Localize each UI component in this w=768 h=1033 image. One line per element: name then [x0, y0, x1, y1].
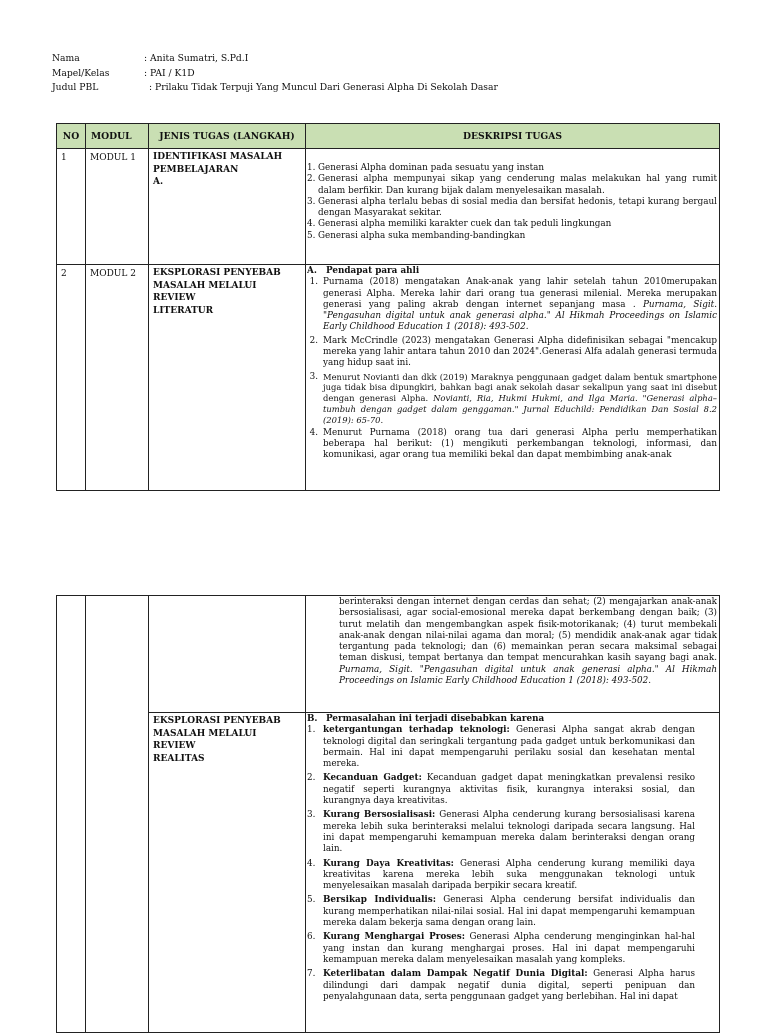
cont-no [57, 596, 86, 1033]
nama-value: : Anita Sumatri, S.Pd.I [144, 53, 249, 64]
row1-deskripsi [306, 149, 720, 265]
document-header [52, 52, 498, 96]
table-row [57, 149, 720, 265]
task-table [56, 123, 720, 491]
row2-modul: MODUL 2 [86, 265, 149, 491]
list-item: 3. Menurut Novianti dan dkk (2019) Maraknya penggunaan gadget dalam bentuk smartphone juga tidak bisa dipungkiri, bahkan bagi anak sekolah dasar sekalipun yang saat ini disebut dengan generasi Alpha. Novianti, Ria, Hukmi Hukmi, and Ilga Maria. "Generasi alpha–tumbuh dengan gadget dalam genggaman." Jurnal Educhild: Pendidikan Dan Sosial 8.2 (2019): 65-70. [309, 371, 717, 425]
row3-jenis-line1: EKSPLORASI PENYEBAB [153, 716, 281, 726]
list-item: 4. Generasi alpha memiliki karakter cuek dan tak peduli lingkungan [307, 219, 612, 230]
col-header-jenis: JENIS TUGAS (LANGKAH) [149, 124, 306, 149]
row3-jenis [149, 713, 306, 1033]
judul-value: : Prilaku Tidak Terpuji Yang Muncul Dari Generasi Alpha Di Sekolah Dasar [149, 82, 498, 93]
table-row [57, 713, 720, 1033]
nama-label: Nama [52, 53, 80, 64]
literature-review [307, 266, 717, 486]
row3-jenis-line2: MASALAH MELALUI REVIEW [153, 728, 257, 751]
col-header-modul: MODUL [86, 124, 149, 149]
row3-deskripsi [306, 713, 720, 1033]
row2-jenis-line2: MASALAH MELALUI REVIEW [153, 280, 257, 303]
mapel-row [52, 67, 498, 82]
list-item: 4. Kurang Daya Kreativitas: Generasi Alpha cenderung kurang memiliki daya kreativitas karena mereka lebih suka menggunakan teknologi untuk menyelesaikan masalah daripada berpikir secara kreatif. [307, 858, 695, 892]
literature-continuation [307, 597, 717, 712]
list-item: 3. Generasi alpha terlalu bebas di sosial media dan bersifat hedonis, tetapi kurang bergaul dengan Masyarakat sekitar. [307, 196, 717, 219]
col-header-deskripsi: DESKRIPSI TUGAS [306, 124, 720, 149]
col-header-no: NO [57, 124, 86, 149]
problem-list [307, 163, 717, 242]
list-item: 6. Kurang Menghargai Proses: Generasi Alpha cenderung menginginkan hal-hal yang instan dan kurang menghargai proses. Hal ini dapat mempengaruhi kemampuan mereka dalam menyelesaikan masalah yang kompleks. [307, 932, 695, 965]
reality-review [307, 714, 717, 1026]
continuation-text: berinteraksi dengan internet dengan cerdas dan sehat; (2) mengajarkan anak-anak bersosialisasi, agar social-emosional mereka dapat berkembang dengan baik; (3) turut melatih dan mengembangkan aspek fisik-motorikanak; (4) turut membekali anak-anak dengan nilai-nilai agama dan moral; (5) mendidik anak-anak agar tidak tergantung pada teknologi; dan (6) memainkan peran secara maksimal sebagai teman diskusi, tempat bertanya dan tempat mencurahkan kasih sayang bagi anak. [339, 597, 717, 664]
table-header-row [57, 124, 720, 149]
list-item: 1. Purnama (2018) mengatakan Anak-anak yang lahir setelah tahun 2010merupakan generasi Alpha. Mereka lahir dari orang tua generasi milenial. Mereka merupakan generasi yang paling akrab dengan internet sepanjang masa . Purnama, Sigit. "Pengasuhan digital untuk anak generasi alpha." Al Hikmah Proceedings on Islamic Early Childhood Education 1 (2018): 493-502. [309, 277, 717, 333]
table-row [57, 596, 720, 713]
mapel-label: Mapel/Kelas [52, 67, 110, 79]
row2-jenis-line3: LITERATUR [153, 305, 214, 316]
list-item: 5. Generasi alpha suka membanding-bandingkan [307, 230, 526, 241]
list-item: 1. ketergantungan terhadap teknologi: Generasi Alpha sangat akrab dengan teknologi digital dan seringkali tergantung pada gadget untuk berkomunikasi dan bermain. Hal ini dapat mempengaruhi perilaku sosial dan kesehatan mental mereka. [307, 725, 695, 770]
list-item: 2. Generasi alpha mempunyai sikap yang cenderung malas melakukan hal yang rumit dalam berfikir. Dan kurang bijak dalam menyelesaikan masalah. [307, 174, 717, 196]
judul-label: Judul PBL [52, 82, 99, 93]
list-item: 2. Mark McCrindle (2023) mengatakan Generasi Alpha didefinisikan sebagai "mencakup mereka yang lahir antara tahun 2010 dan 2024".Generasi Alfa adalah generasi termuda yang hidup saat ini. [309, 335, 717, 369]
list-item: 2. Kecanduan Gadget: Kecanduan gadget dapat meningkatkan prevalensi resiko negatif seperti kurangnya aktivitas fisik, kurangnya interaksi sosial, dan kurangnya daya kreativitas. [307, 773, 696, 807]
nama-row [52, 52, 498, 67]
row2-jenis-line1: EKSPLORASI PENYEBAB [153, 268, 281, 278]
table-row [57, 265, 720, 491]
list-item: 5. Bersikap Individualis: Generasi Alpha cenderung bersifat individualis dan kurang memperhatikan nilai-nilai sosial. Hal ini dapat mempengaruhi kemampuan mereka dalam bekerja sama dengan orang lain. [307, 895, 696, 929]
cause-list [307, 725, 717, 1003]
row2-no: 2 [57, 265, 86, 491]
row1-no: 1 [57, 149, 86, 265]
row1-jenis [149, 149, 306, 265]
mapel-value: : PAI / K1D [144, 67, 195, 79]
row1-jenis-line2: PEMBELAJARAN [153, 164, 239, 175]
row3-jenis-line3: REALITAS [153, 753, 205, 764]
cont-deskripsi [306, 596, 720, 713]
row2-jenis [149, 265, 306, 491]
row1-jenis-line3: A. [153, 177, 164, 187]
list-item: 3. Kurang Bersosialisasi: Generasi Alpha cenderung kurang bersosialisasi karena mereka lebih suka berinteraksi melalui teknologi daripada secara langsung. Hal ini dapat mempengaruhi kemampuan mereka dalam berinteraksi dengan orang lain. [307, 810, 696, 855]
row1-modul: MODUL 1 [86, 149, 149, 265]
list-item: 7. Keterlibatan dalam Dampak Negatif Dunia Digital: Generasi Alpha harus dilindungi dari dampak negatif dunia digital, seperti penipuan dan penyalahgunaan data, serta penggunaan gadget yang berlebihan. Hal ini dapat [307, 969, 695, 1002]
judul-row [52, 81, 498, 96]
task-table-continued [56, 595, 720, 1033]
section-a-heading: A. Pendapat para ahli [307, 266, 420, 276]
row2-deskripsi [306, 265, 720, 491]
expert-list [307, 277, 717, 461]
continuation-citation: Purnama, Sigit. "Pengasuhan digital untuk anak generasi alpha." Al Hikmah Proceedings on Islamic Early Childhood Education 1 (2018): 493-502. [339, 664, 717, 687]
list-item: 1. Generasi Alpha dominan pada sesuatu yang instan [307, 163, 545, 173]
row1-jenis-line1: IDENTIFIKASI MASALAH [153, 152, 283, 162]
cont-jenis [149, 596, 306, 713]
cont-modul [86, 596, 149, 1033]
section-b-heading: B. Permasalahan ini terjadi disebabkan karena [307, 714, 545, 724]
list-item: 4. Menurut Purnama (2018) orang tua dari generasi Alpha perlu memperhatikan beberapa hal berikut: (1) mengikuti perkembangan teknologi, informasi, dan komunikasi, agar orang tua memiliki bekal dan dapat membimbing anak-anak [309, 427, 717, 461]
